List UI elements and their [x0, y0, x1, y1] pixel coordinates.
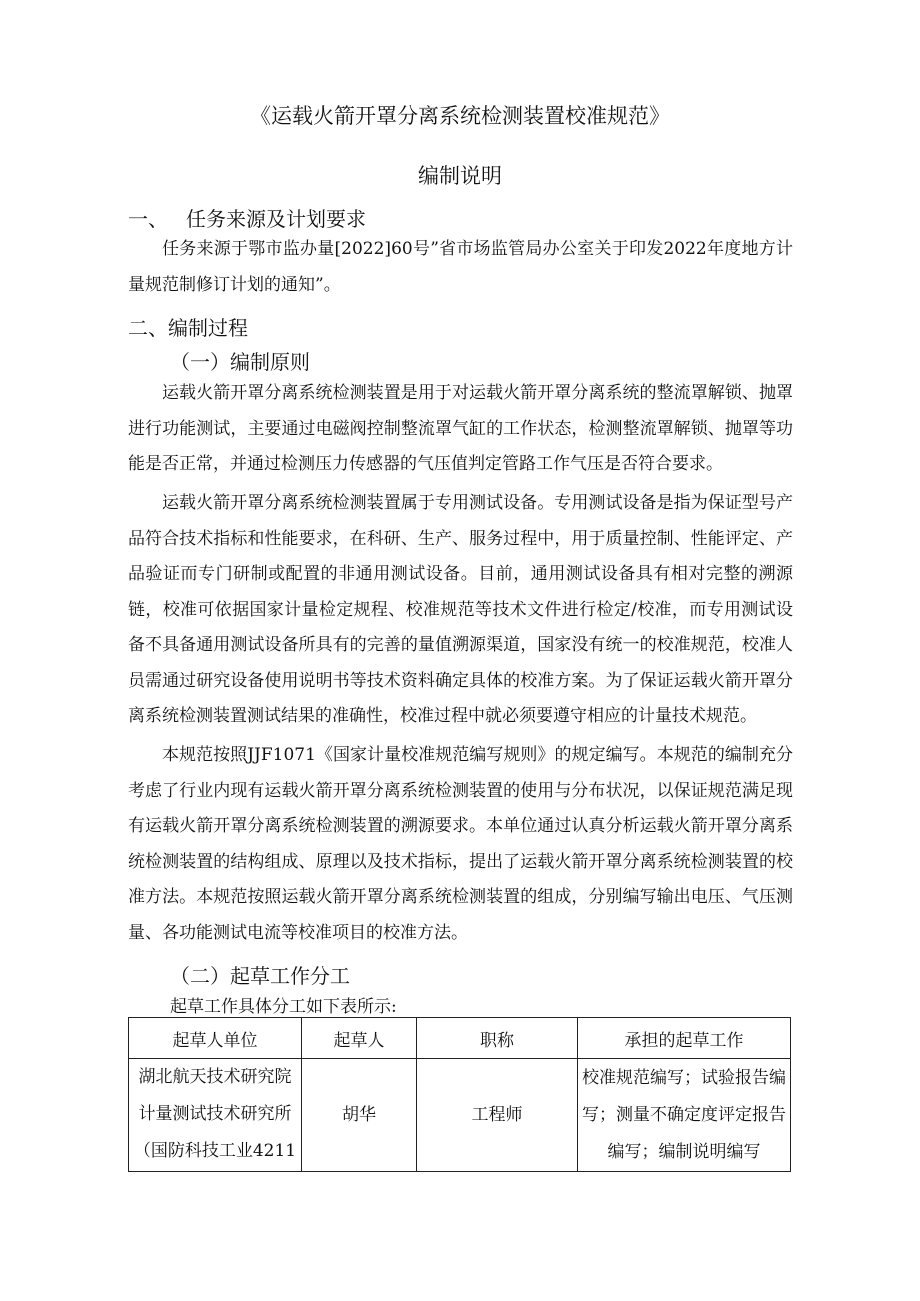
table-header-unit: 起草人单位 [129, 1018, 302, 1059]
unit-line-2: 计量测试技术研究所 [138, 1104, 292, 1124]
table-cell-drafter: 胡华 [302, 1059, 417, 1172]
table-header-drafter: 起草人 [302, 1018, 417, 1059]
document-subtitle: 编制说明 [418, 164, 502, 188]
paragraph-principle-3: 本规范按照JJF1071《国家计量校准规范编写规则》的规定编写。本规范的编制充分考虑了行业内现有运载火箭开罩分离系统检测装置的使用与分布状况，以保证规范满足现有运载火箭开罩分离系统检测装置的溯源要求。本单位通过认真分析运载火箭开罩分离系统检测装置的结构组成、原理以及技术指标，提出了运载火箭开罩分离系统检测装置的校准方法。本规范按照运载火箭开罩分离系统检测装置的组成，分别编写输出电压、气压测量、各功能测试电流等校准项目的校准方法。 [128, 745, 793, 943]
subsection1-heading: （一）编制原则 [170, 350, 310, 374]
unit-line-1: 湖北航天技术研究院 [138, 1067, 292, 1087]
table-header-title: 职称 [417, 1018, 578, 1059]
table-cell-work: 校准规范编写；试验报告编写；测量不确定度评定报告编写；编制说明编写 [578, 1059, 791, 1172]
section1-number: 一、 [128, 207, 168, 231]
paragraph-principle-1: 运载火箭开罩分离系统检测装置是用于对运载火箭开罩分离系统的整流罩解锁、抛罩进行功能测试，主要通过电磁阀控制整流罩气缸的工作状态，检测整流罩解锁、抛罩等功能是否正常，并通过检测压力传感器的气压值判定管路工作气压是否符合要求。 [128, 383, 793, 474]
document-title: 《运载火箭开罩分离系统检测装置校准规范》 [250, 104, 670, 128]
table-header-work: 承担的起草工作 [578, 1018, 791, 1059]
table-cell-unit [129, 1059, 302, 1172]
section1-paragraph: 任务来源于鄂市监办量[2022]60号”省市场监管局办公室关于印发2022年度地方计量规范制修订计划的通知”。 [128, 239, 793, 295]
unit-line-3: （国防科技工业4211 [133, 1141, 297, 1161]
table-row [129, 1059, 791, 1172]
section1-heading: 任务来源及计划要求 [186, 207, 366, 231]
table-intro: 起草工作具体分工如下表所示: [170, 997, 397, 1017]
section2-heading: 二、编制过程 [128, 316, 248, 340]
paragraph-principle-2: 运载火箭开罩分离系统检测装置属于专用测试设备。专用测试设备是指为保证型号产品符合技术指标和性能要求，在科研、生产、服务过程中，用于质量控制、性能评定、产品验证而专门研制或配置的非通用测试设备。目前，通用测试设备具有相对完整的溯源链，校准可依据国家计量检定规程、校准规范等技术文件进行检定/校准，而专用测试设备不具备通用测试设备所具有的完善的量值溯源渠道，国家没有统一的校准规范，校准人员需通过研究设备使用说明书等技术资料确定具体的校准方案。为了保证运载火箭开罩分离系统检测装置测试结果的准确性，校准过程中就必须要遵守相应的计量技术规范。 [128, 493, 793, 726]
table-cell-title: 工程师 [417, 1059, 578, 1172]
table-header-row [129, 1018, 791, 1059]
subsection2-heading: （二）起草工作分工 [170, 964, 350, 988]
drafting-table [128, 1017, 791, 1172]
